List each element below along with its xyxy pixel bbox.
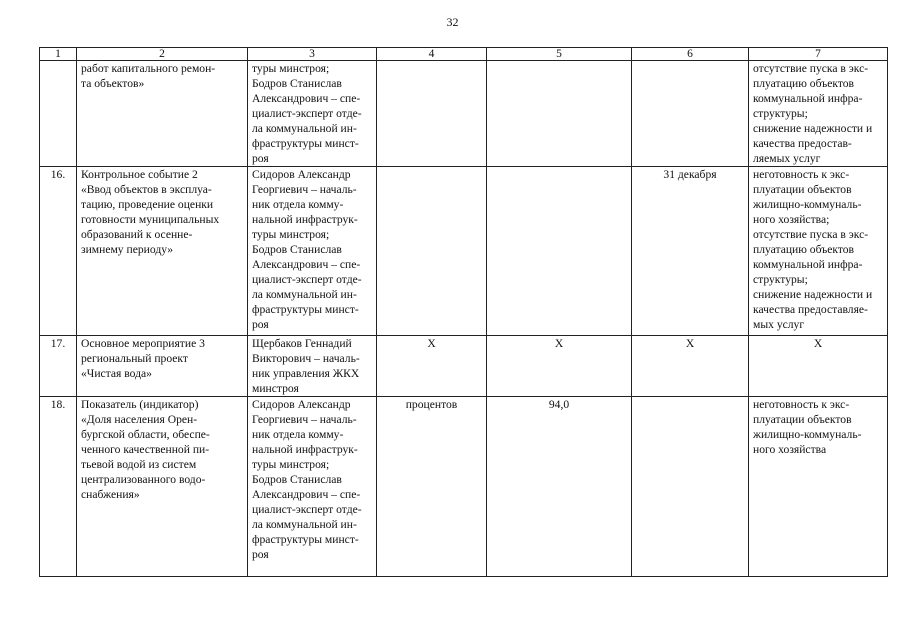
- cell-line: бургской области, обеспе-: [81, 428, 210, 441]
- cell-line: ник отдела комму-: [252, 428, 344, 441]
- cell-line: структуры;: [753, 107, 808, 120]
- cell-line: фраструктуры минст-: [252, 137, 359, 150]
- cell-line: плуатации объектов: [753, 183, 852, 196]
- table-row: [40, 167, 888, 336]
- cell-line: работ капитального ремон-: [81, 62, 216, 75]
- cell-unit: процентов: [377, 397, 487, 577]
- cell-line: Бодров Станислав: [252, 473, 342, 486]
- cell-line: туры минстроя;: [252, 228, 330, 241]
- cell-line: циалист-эксперт отде-: [252, 503, 362, 516]
- column-number-1: 1: [40, 48, 77, 61]
- column-number-row: [40, 48, 888, 61]
- cell-line: нальной инфраструк-: [252, 213, 358, 226]
- cell-line: неготовность к экс-: [753, 168, 850, 181]
- cell-line: Основное мероприятие 3: [81, 337, 205, 350]
- cell-line: мых услуг: [753, 318, 805, 331]
- cell-line: региональный проект: [81, 352, 188, 365]
- cell-line: роя: [252, 152, 269, 165]
- cell-line: ляемых услуг: [753, 152, 821, 165]
- plan-table: [39, 47, 888, 577]
- cell-line: фраструктуры минст-: [252, 533, 359, 546]
- cell-unit: [377, 167, 487, 336]
- cell-line: зимнему периоду»: [81, 243, 174, 256]
- cell-line: Александрович – спе-: [252, 92, 361, 105]
- cell-row-number: 16.: [40, 167, 77, 336]
- cell-deadline: 31 декабря: [632, 167, 749, 336]
- cell-line: Бодров Станислав: [252, 77, 342, 90]
- cell-line: отсутствие пуска в экс-: [753, 62, 869, 75]
- cell-line: нальной инфраструк-: [252, 443, 358, 456]
- cell-line: роя: [252, 548, 269, 561]
- cell-line: структуры;: [753, 273, 808, 286]
- cell-line: Викторович – началь-: [252, 352, 360, 365]
- cell-line: тацию, проведение оценки: [81, 198, 214, 211]
- cell-line: коммунальной инфра-: [753, 258, 863, 271]
- cell-line: коммунальной инфра-: [753, 92, 863, 105]
- cell-line: отсутствие пуска в экс-: [753, 228, 869, 241]
- table-row: [40, 397, 888, 577]
- cell-row-number: 17.: [40, 336, 77, 397]
- cell-event-name: [77, 61, 248, 167]
- cell-value: 94,0: [487, 397, 632, 577]
- cell-line: та объектов»: [81, 77, 145, 90]
- cell-line: циалист-эксперт отде-: [252, 107, 362, 120]
- table-row: [40, 61, 888, 167]
- cell-risks: [749, 397, 888, 577]
- cell-deadline: [632, 397, 749, 577]
- cell-event-name: [77, 336, 248, 397]
- cell-risks: [749, 61, 888, 167]
- cell-line: неготовность к экс-: [753, 398, 850, 411]
- cell-line: ник управления ЖКХ: [252, 367, 360, 380]
- cell-unit: X: [377, 336, 487, 397]
- cell-line: циалист-эксперт отде-: [252, 273, 362, 286]
- cell-line: снижение надежности и: [753, 122, 873, 135]
- cell-responsible-person: [248, 167, 377, 336]
- cell-line: жилищно-коммуналь-: [753, 198, 862, 211]
- cell-value: X: [487, 336, 632, 397]
- cell-event-name: [77, 167, 248, 336]
- cell-line: Сидоров Александр: [252, 398, 351, 411]
- table-row: [40, 336, 888, 397]
- column-number-5: 5: [487, 48, 632, 61]
- cell-line: роя: [252, 318, 269, 331]
- cell-line: плуатацию объектов: [753, 243, 855, 256]
- cell-line: плуатацию объектов: [753, 77, 855, 90]
- cell-row-number: 18.: [40, 397, 77, 577]
- page-number: 32: [446, 15, 459, 29]
- cell-responsible-person: [248, 336, 377, 397]
- cell-line: тьевой водой из систем: [81, 458, 197, 471]
- cell-line: ного хозяйства;: [753, 213, 830, 226]
- cell-line: Георгиевич – началь-: [252, 413, 357, 426]
- cell-line: Бодров Станислав: [252, 243, 342, 256]
- cell-line: Щербаков Геннадий: [252, 337, 352, 350]
- cell-line: ла коммунальной ин-: [252, 518, 357, 531]
- cell-line: образований к осенне-: [81, 228, 193, 241]
- cell-line: минстроя: [252, 382, 299, 395]
- cell-line: Георгиевич – началь-: [252, 183, 357, 196]
- column-number-4: 4: [377, 48, 487, 61]
- cell-event-name: [77, 397, 248, 577]
- cell-deadline: X: [632, 336, 749, 397]
- cell-line: «Ввод объектов в эксплуа-: [81, 183, 212, 196]
- cell-line: Показатель (индикатор): [81, 398, 199, 411]
- cell-deadline: [632, 61, 749, 167]
- cell-line: снабжения»: [81, 488, 140, 501]
- cell-responsible-person: [248, 397, 377, 577]
- cell-line: готовности муниципальных: [81, 213, 220, 226]
- cell-line: плуатации объектов: [753, 413, 852, 426]
- column-number-2: 2: [77, 48, 248, 61]
- column-number-6: 6: [632, 48, 749, 61]
- cell-line: снижение надежности и: [753, 288, 873, 301]
- cell-line: «Доля населения Орен-: [81, 413, 198, 426]
- cell-line: ла коммунальной ин-: [252, 122, 357, 135]
- cell-value: [487, 61, 632, 167]
- cell-line: Александрович – спе-: [252, 258, 361, 271]
- cell-line: ник отдела комму-: [252, 198, 344, 211]
- cell-line: централизованного водо-: [81, 473, 206, 486]
- cell-risks: [749, 167, 888, 336]
- cell-line: «Чистая вода»: [81, 367, 152, 380]
- column-number-7: 7: [749, 48, 888, 61]
- cell-line: Сидоров Александр: [252, 168, 351, 181]
- cell-line: качества предоставляе-: [753, 303, 868, 316]
- cell-line: фраструктуры минст-: [252, 303, 359, 316]
- cell-line: Контрольное событие 2: [81, 168, 198, 181]
- cell-line: ченного качественной пи-: [81, 443, 210, 456]
- cell-line: ла коммунальной ин-: [252, 288, 357, 301]
- cell-line: жилищно-коммуналь-: [753, 428, 862, 441]
- cell-line: Александрович – спе-: [252, 488, 361, 501]
- cell-line: ного хозяйства: [753, 443, 827, 456]
- cell-line: качества предостав-: [753, 137, 852, 150]
- cell-responsible-person: [248, 61, 377, 167]
- cell-line: туры минстроя;: [252, 458, 330, 471]
- cell-row-number: [40, 61, 77, 167]
- cell-risks: [749, 336, 888, 397]
- cell-unit: [377, 61, 487, 167]
- column-number-3: 3: [248, 48, 377, 61]
- cell-value: [487, 167, 632, 336]
- cell-line: X: [813, 337, 823, 350]
- cell-line: туры минстроя;: [252, 62, 330, 75]
